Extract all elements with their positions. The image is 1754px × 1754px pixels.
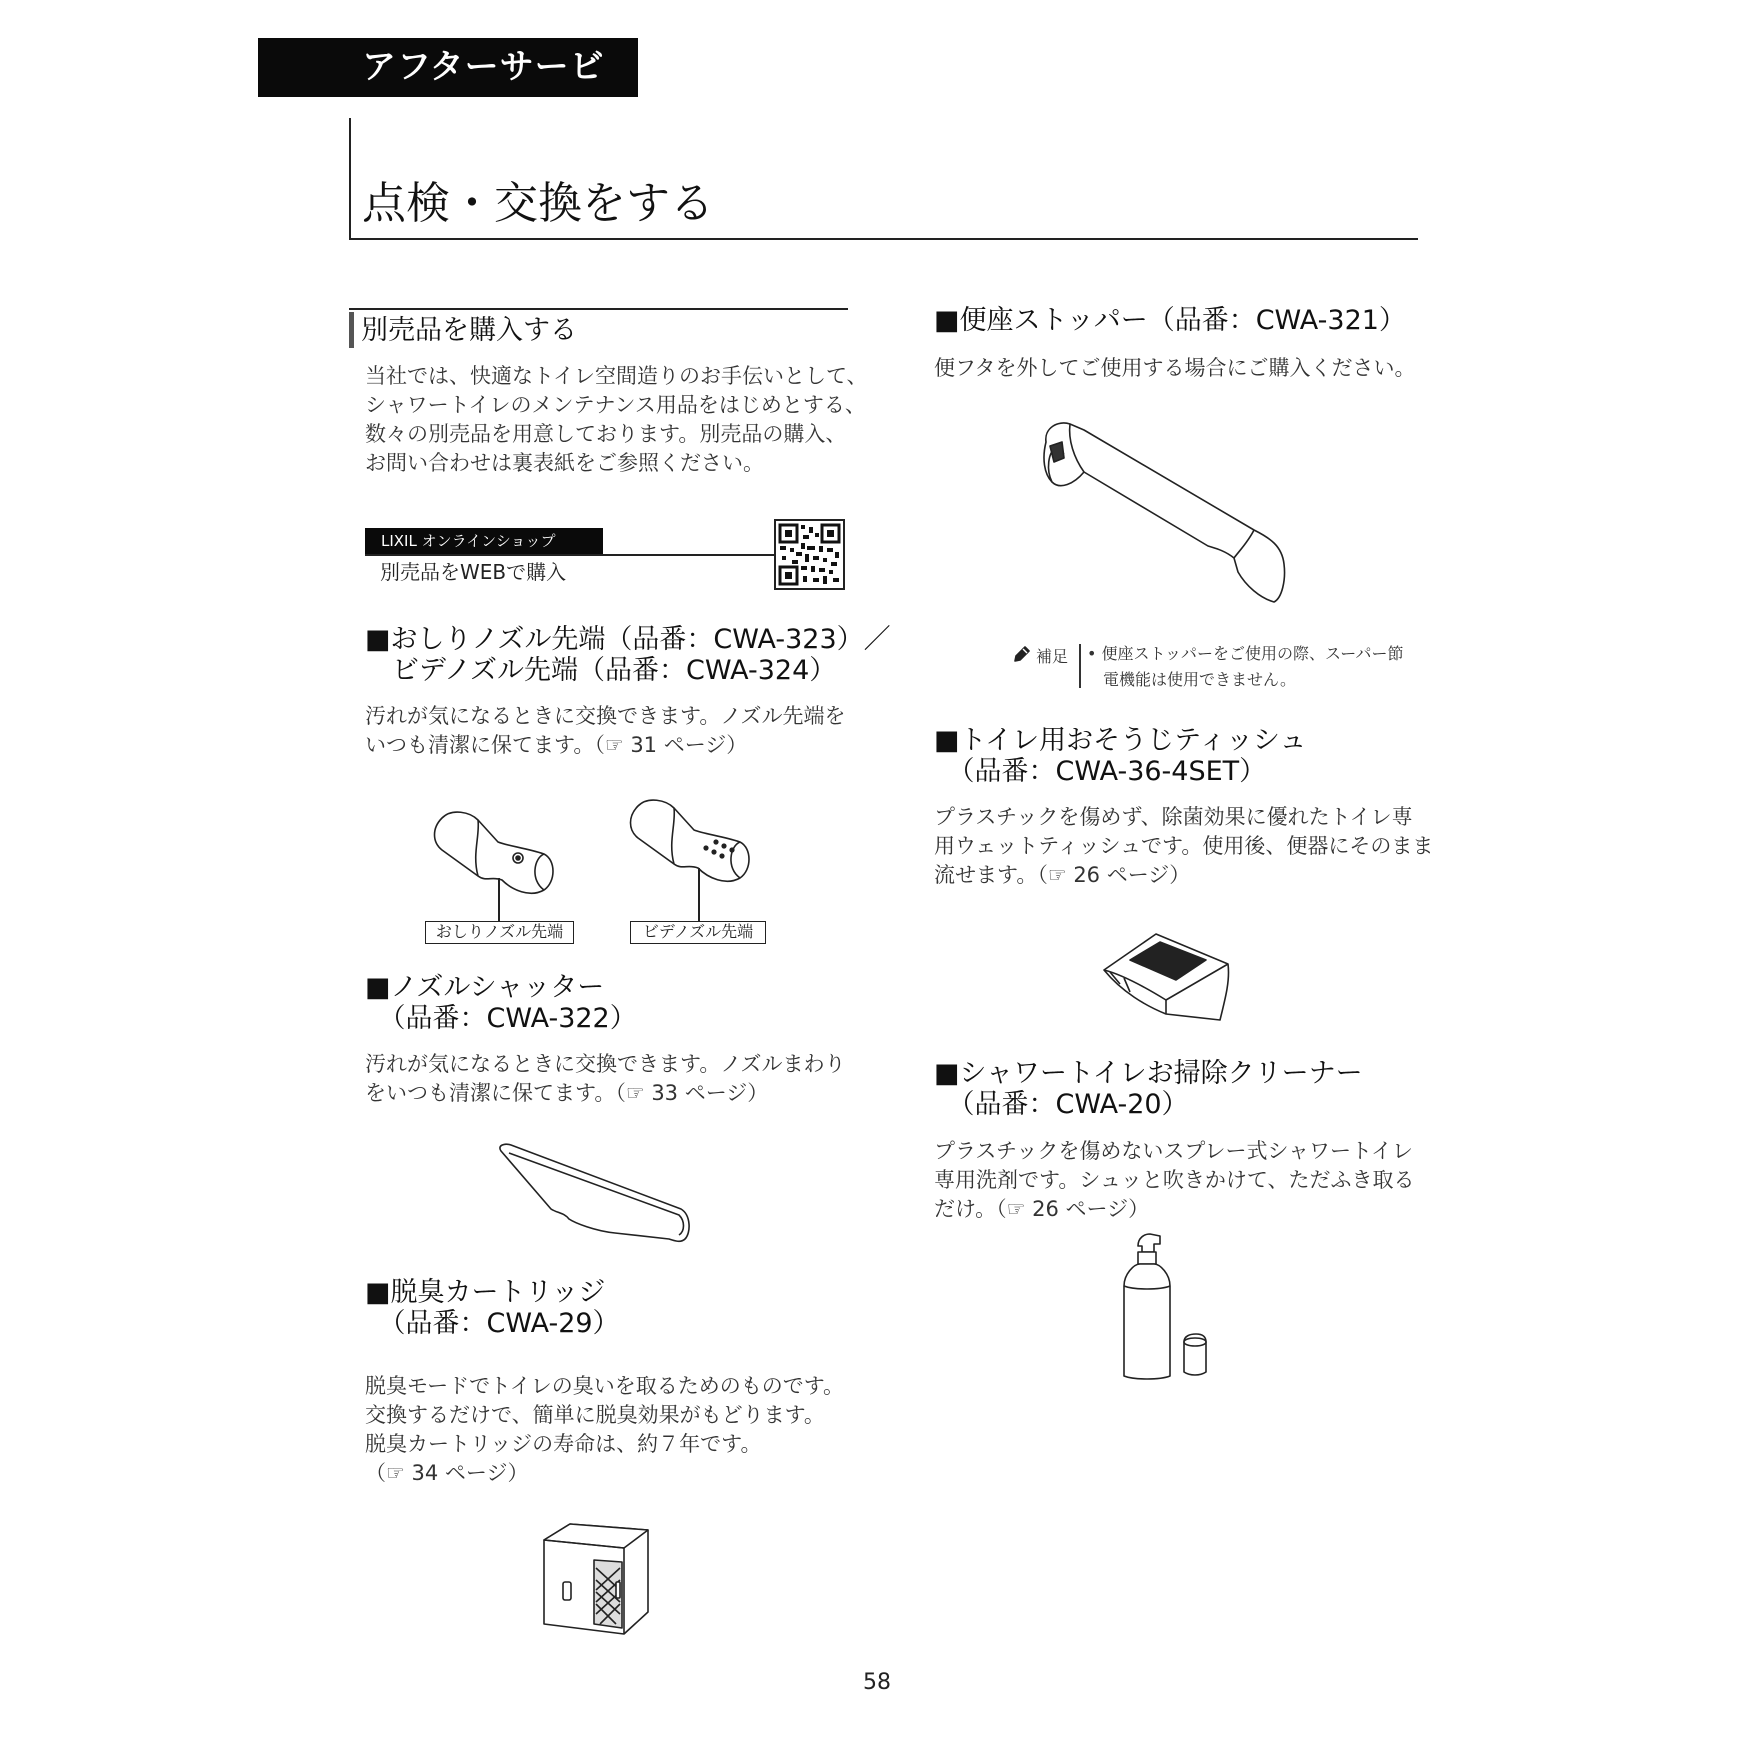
seat-stopper-illustration xyxy=(1034,418,1306,606)
oshiri-nozzle-illustration xyxy=(430,806,570,926)
title-horizontal-rule xyxy=(349,238,1418,240)
title-line: ■おしりノズル先端（品番：CWA-323）／ xyxy=(365,624,891,655)
shutter-title xyxy=(365,972,637,1034)
cleaner-body xyxy=(934,1137,1414,1224)
title-line: ■シャワートイレお掃除クリーナー xyxy=(934,1058,1363,1089)
body-line: （☞ 34 ページ） xyxy=(365,1461,529,1485)
subtitle-marker xyxy=(349,312,354,348)
body-line: 専用洗剤です。シュッと吹きかけて、ただふき取る xyxy=(934,1168,1415,1192)
cartridge-title xyxy=(365,1277,620,1339)
nozzle-shutter-illustration xyxy=(495,1143,695,1249)
body-line: 汚れが気になるときに交換できます。ノズルまわり xyxy=(365,1052,846,1076)
pencil-icon xyxy=(1012,644,1032,664)
subtitle-rule xyxy=(349,308,848,310)
qr-code-icon[interactable] xyxy=(774,519,845,590)
stopper-title: ■便座ストッパー（品番：CWA-321） xyxy=(934,305,1406,336)
note-line: 電機能は使用できません。 xyxy=(1087,670,1296,689)
online-shop-label: LIXIL オンラインショップ xyxy=(365,528,603,555)
note-rule xyxy=(1079,644,1081,688)
cleaner-title xyxy=(934,1058,1363,1120)
shop-rule xyxy=(365,554,775,556)
body-line: いつも清潔に保てます。（☞ 31 ページ） xyxy=(365,733,748,757)
page-title: 点検・交換をする xyxy=(362,178,714,229)
body-line: プラスチックを傷めず、除菌効果に優れたトイレ専 xyxy=(934,805,1413,829)
bide-nozzle-illustration xyxy=(624,796,764,916)
oshiri-leader-line xyxy=(498,878,500,922)
body-line: 脱臭モードでトイレの臭いを取るためのものです。 xyxy=(365,1374,845,1398)
title-line: （品番：CWA-20） xyxy=(934,1089,1189,1120)
body-line: をいつも清潔に保てます。（☞ 33 ページ） xyxy=(365,1081,769,1105)
nozzle-tip-title xyxy=(365,624,891,686)
bide-nozzle-tag: ビデノズル先端 xyxy=(630,921,766,944)
note-line: • 便座ストッパーをご使用の際、スーパー節 xyxy=(1087,644,1404,663)
shutter-body xyxy=(365,1050,845,1108)
note-label: 補足 xyxy=(1036,647,1069,666)
title-vertical-rule xyxy=(349,118,351,240)
bide-leader-line xyxy=(698,868,700,922)
purchase-body xyxy=(365,362,868,478)
tissue-title xyxy=(934,725,1306,787)
oshiri-nozzle-tag: おしりノズル先端 xyxy=(425,921,574,944)
body-line: 脱臭カートリッジの寿命は、約７年です。 xyxy=(365,1432,762,1456)
title-line: ビデノズル先端（品番：CWA-324） xyxy=(365,655,837,686)
stopper-body: 便フタを外してご使用する場合にご購入ください。 xyxy=(934,356,1416,380)
tissue-body xyxy=(934,803,1433,890)
title-line: ■ノズルシャッター xyxy=(365,972,605,1003)
body-line: シャワートイレのメンテナンス用品をはじめとする、 xyxy=(365,393,866,417)
nozzle-tip-body xyxy=(365,702,845,760)
title-line: ■脱臭カートリッジ xyxy=(365,1277,606,1308)
title-line: （品番：CWA-36-4SET） xyxy=(934,756,1267,787)
page-number: 58 xyxy=(863,1670,891,1695)
body-line: だけ。（☞ 26 ページ） xyxy=(934,1197,1150,1221)
body-line: お問い合わせは裏表紙をご参照ください。 xyxy=(365,451,764,475)
shop-web-link[interactable]: 別売品をWEBで購入 xyxy=(380,560,567,584)
body-line: プラスチックを傷めないスプレー式シャワートイレ xyxy=(934,1139,1414,1163)
deodorizing-cartridge-illustration xyxy=(540,1520,660,1640)
qr-pattern xyxy=(776,521,843,588)
title-line: ■トイレ用おそうじティッシュ xyxy=(934,725,1307,756)
body-line: 汚れが気になるときに交換できます。ノズル先端を xyxy=(365,704,846,728)
purchase-subtitle: 別売品を購入する xyxy=(361,315,577,346)
body-line: 用ウェットティッシュです。使用後、便器にそのまま xyxy=(934,834,1434,858)
spray-cleaner-illustration xyxy=(1120,1230,1216,1380)
cartridge-body xyxy=(365,1372,844,1488)
body-line: 当社では、快適なトイレ空間造りのお手伝いとして、 xyxy=(365,364,868,388)
body-line: 流せます。（☞ 26 ページ） xyxy=(934,863,1191,887)
section-tab: アフターサービス xyxy=(258,38,638,97)
title-line: （品番：CWA-322） xyxy=(365,1003,637,1034)
title-line: （品番：CWA-29） xyxy=(365,1308,620,1339)
body-line: 数々の別売品を用意しております。別売品の購入、 xyxy=(365,422,847,446)
wet-tissue-pack-illustration xyxy=(1100,930,1234,1026)
note-text xyxy=(1087,641,1403,693)
body-line: 交換するだけで、簡単に脱臭効果がもどります。 xyxy=(365,1403,825,1427)
